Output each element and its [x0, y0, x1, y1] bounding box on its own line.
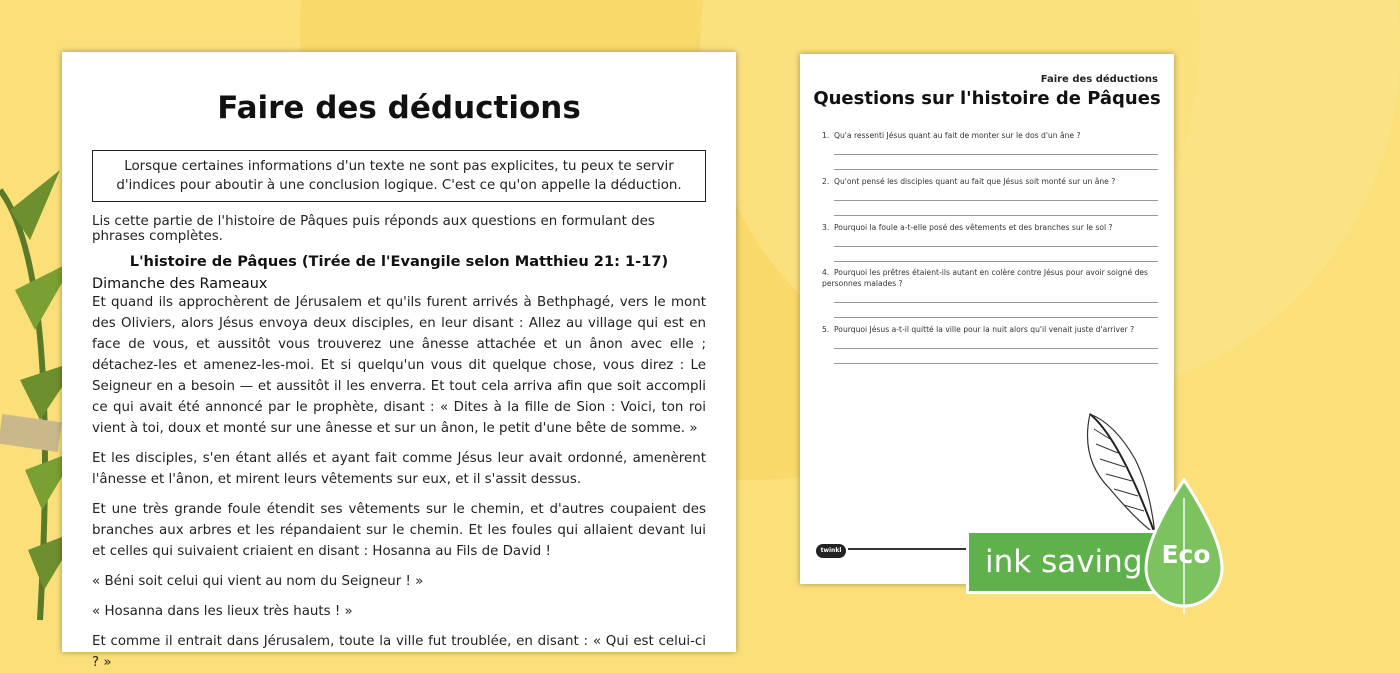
answer-line[interactable] — [834, 169, 1158, 170]
twinkl-logo: twinkl — [816, 544, 846, 558]
definition-box: Lorsque certaines informations d'un texte ne sont pas explicites, tu peux te servir d'indices pour aboutir à une conclusion logique. C'est ce qu'on appelle la déduction. — [92, 150, 706, 202]
answer-line[interactable] — [834, 363, 1158, 364]
question-text: Pourquoi Jésus a-t-il quitté la ville pour la nuit alors qu'il venait juste d'arriver ? — [834, 325, 1135, 334]
ink-saving-label: ink saving — [985, 544, 1143, 580]
question-number: 4. — [822, 268, 830, 277]
answer-line[interactable] — [834, 200, 1158, 201]
answer-line[interactable] — [834, 302, 1158, 303]
question-item — [822, 130, 1158, 170]
question-sheet-page — [800, 54, 1174, 584]
sheet-title: Questions sur l'histoire de Pâques — [813, 88, 1161, 109]
question-text: Qu'ont pensé les disciples quant au fait que Jésus soit monté sur un âne ? — [834, 177, 1116, 186]
sheet-header: Faire des déductions — [1040, 74, 1158, 85]
answer-line[interactable] — [834, 317, 1158, 318]
question-text: Qu'a ressenti Jésus quant au fait de monter sur le dos d'un âne ? — [834, 131, 1081, 140]
question-number: 2. — [822, 177, 830, 186]
answer-line[interactable] — [834, 348, 1158, 349]
answer-line[interactable] — [834, 261, 1158, 262]
page-title: Faire des déductions — [217, 90, 581, 126]
story-paragraph: Et quand ils approchèrent de Jérusalem et qu'ils furent arrivés à Bethphagé, vers le mont des Oliviers, alors Jésus envoya deux disciples, en leur disant : Allez au village qui est en face de vous, et aussitôt vous trouverez une ânesse attachée et un ânon avec elle ; détachez-les et amenez-les-moi. Et si quelqu'un vous dit quelque chose, vous direz : Le Seigneur en a besoin — et aussitôt il les enverra. Et tout cela arriva afin que soit accompli ce qui avait été annoncé par le prophète, disant : « Dites à la fille de Sion : Voici, ton roi vient à toi, doux et monté sur une ânesse et sur un ânon, le petit d'une bête de somme. » — [92, 295, 706, 436]
question-number: 3. — [822, 223, 830, 232]
question-item — [822, 176, 1158, 216]
eco-label: Eco — [1161, 540, 1211, 569]
question-number: 5. — [822, 325, 830, 334]
question-item — [822, 222, 1158, 262]
story-paragraph: « Hosanna dans les lieux très hauts ! » — [92, 604, 353, 619]
question-number: 1. — [822, 131, 830, 140]
answer-line[interactable] — [834, 154, 1158, 155]
story-paragraph: Et les disciples, s'en étant allés et ayant fait comme Jésus leur avait ordonné, amenèrent l'ânesse et l'ânon, et mirent leurs vêtements sur eux, et il s'assit dessus. — [92, 451, 706, 487]
story-paragraph: Et une très grande foule étendit ses vêtements sur le chemin, et d'autres coupaient des branches aux arbres et les répandaient sur le chemin. Et les foules qui allaient devant lui et celles qui suivaient criaient en disant : Hosanna au Fils de David ! — [92, 502, 706, 559]
question-item — [822, 324, 1158, 364]
answer-line[interactable] — [834, 215, 1158, 216]
ink-saving-badge — [966, 530, 1162, 594]
question-item — [822, 267, 1158, 318]
story-paragraph: « Béni soit celui qui vient au nom du Seigneur ! » — [92, 574, 424, 589]
story-title: L'histoire de Pâques (Tirée de l'Evangile selon Matthieu 21: 1-17) — [129, 253, 669, 270]
question-text: Pourquoi la foule a-t-elle posé des vêtements et des branches sur le sol ? — [834, 223, 1113, 232]
answer-line[interactable] — [834, 246, 1158, 247]
story-paragraph: Et comme il entrait dans Jérusalem, toute la ville fut troublée, en disant : « Qui est celui-ci ? » — [92, 634, 706, 670]
worksheet-page — [62, 52, 736, 670]
instruction-text: Lis cette partie de l'histoire de Pâques puis réponds aux questions en formulant des phrases complètes. — [92, 214, 655, 244]
section-title: Dimanche des Rameaux — [92, 276, 268, 292]
question-text: Pourquoi les prêtres étaient-ils autant en colère contre Jésus pour avoir soigné des personnes malades ? — [822, 268, 1149, 288]
